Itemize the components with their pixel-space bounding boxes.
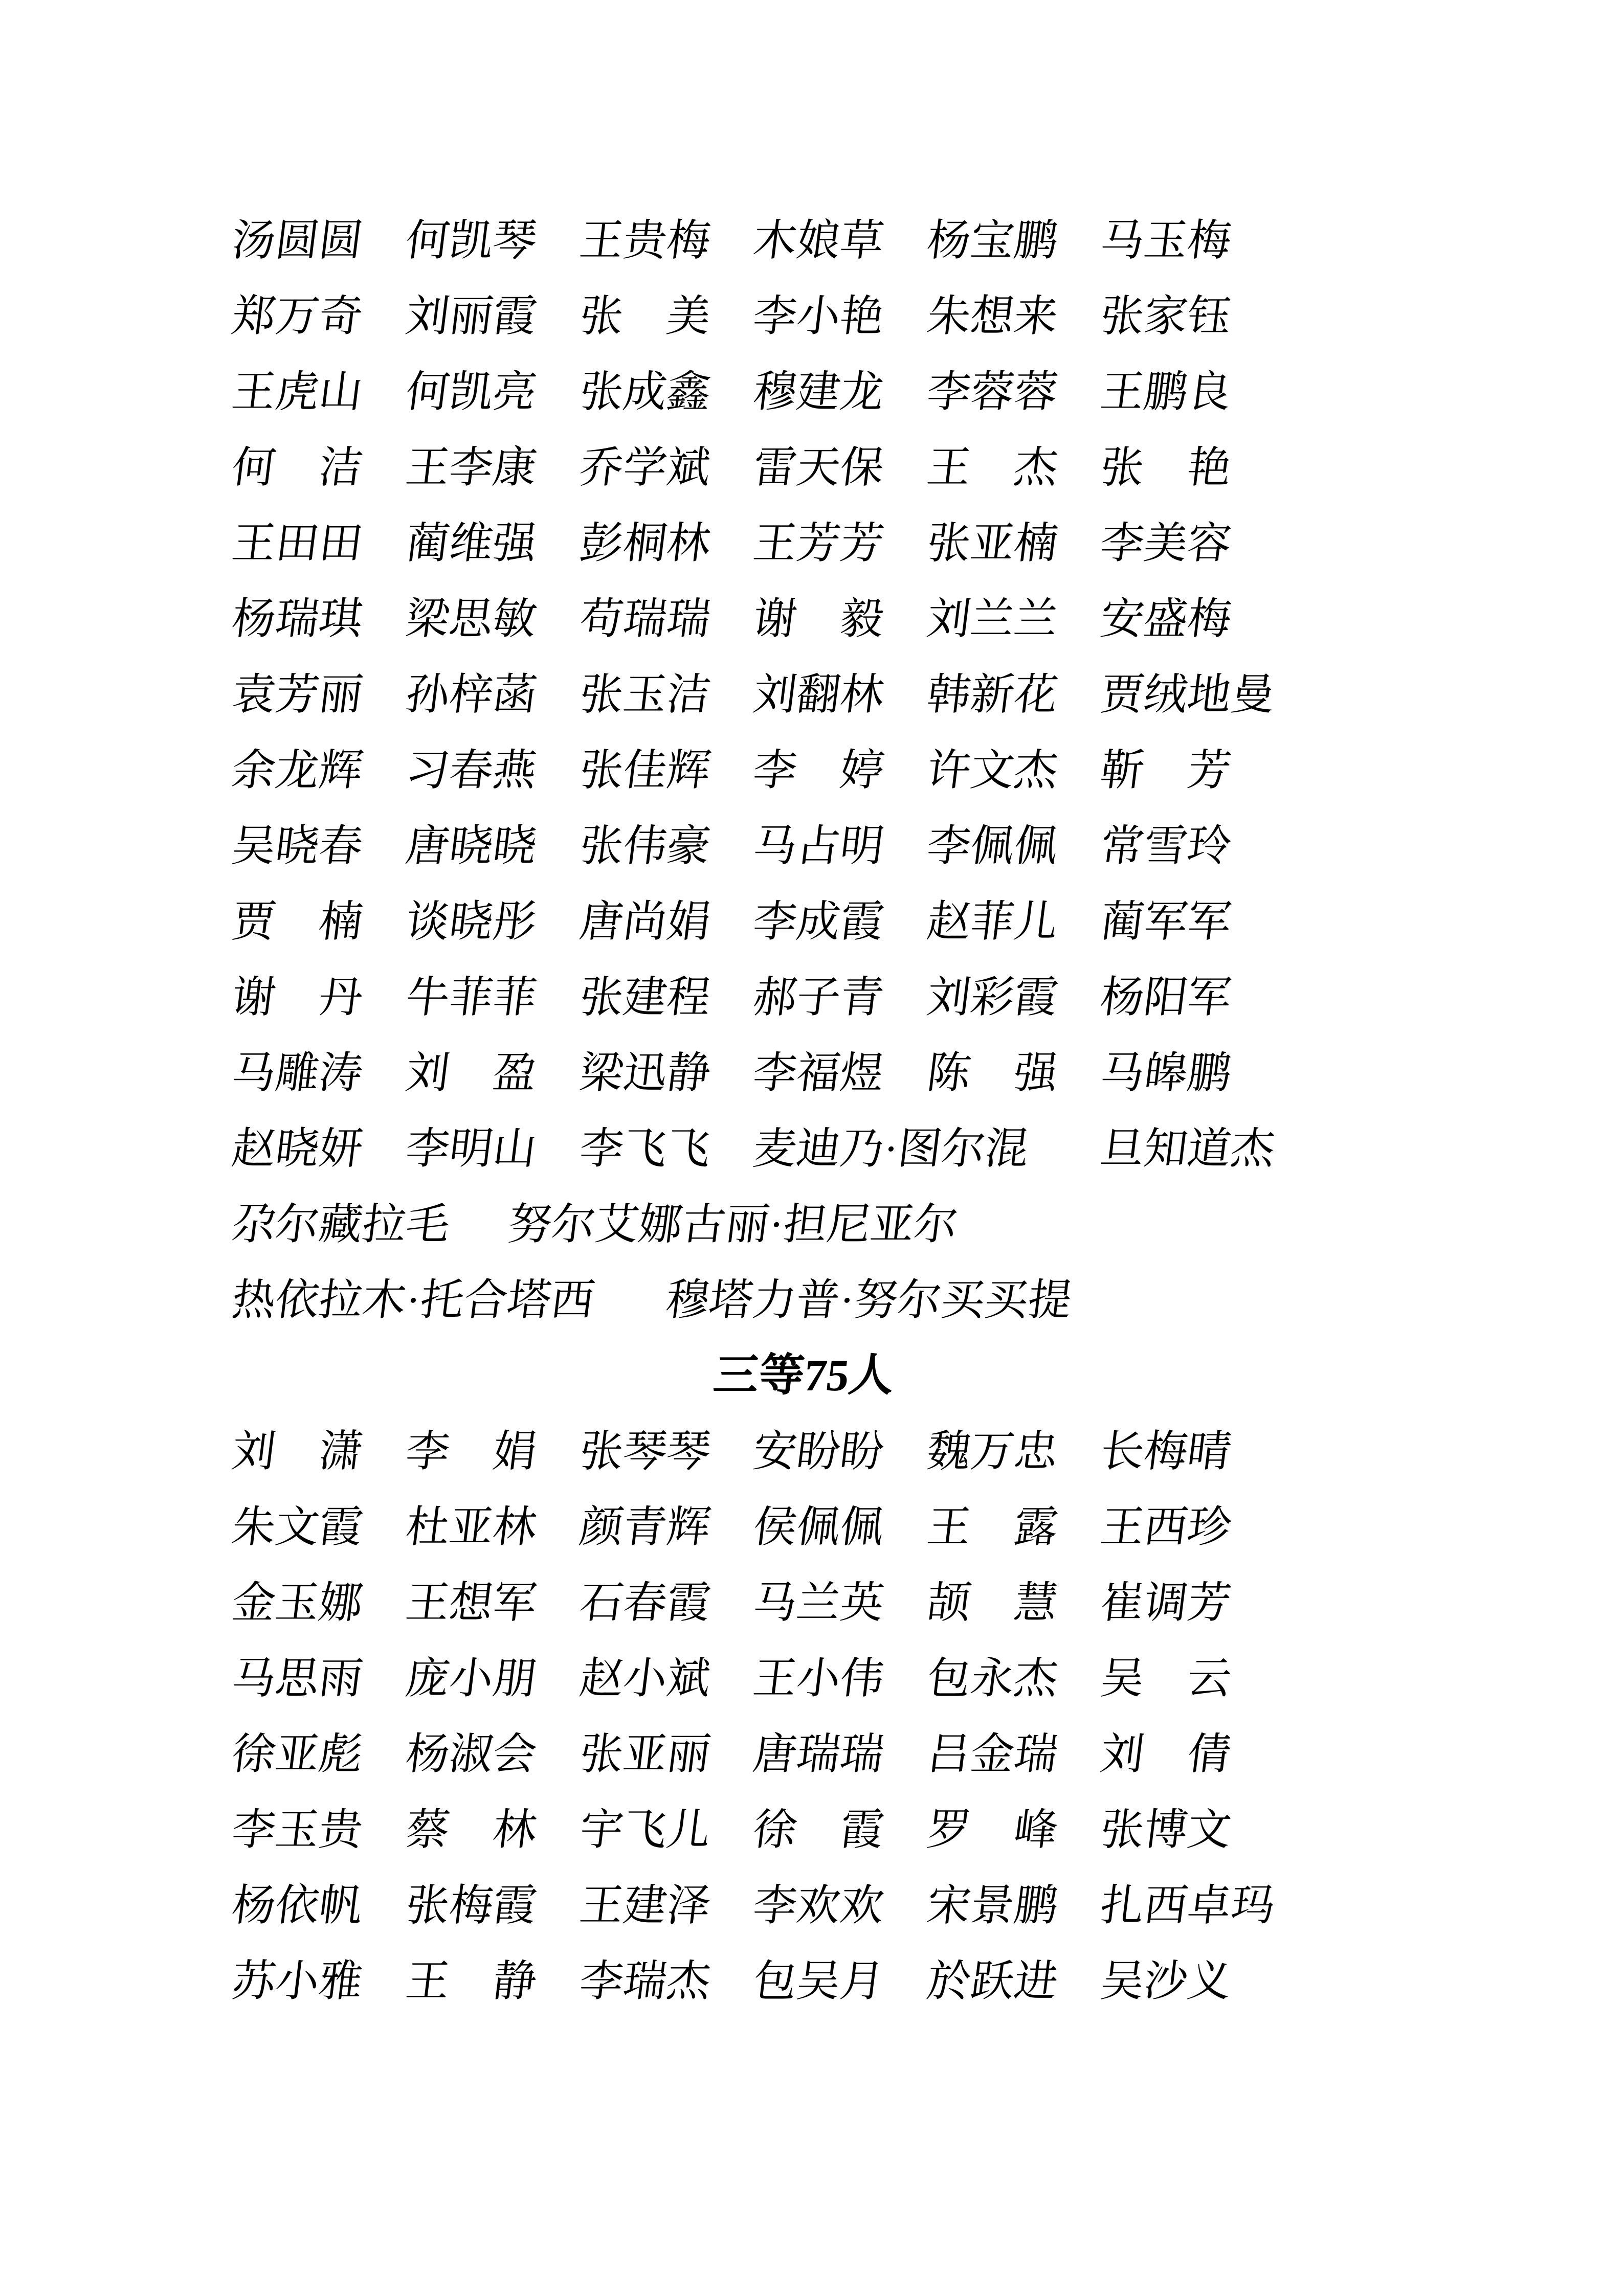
person-name: 李蓉蓉 — [924, 368, 1061, 416]
person-name: 何凯琴 — [403, 217, 540, 265]
person-name: 乔学斌 — [577, 444, 714, 492]
person-name: 王 露 — [924, 1503, 1061, 1551]
name-row — [231, 1565, 1375, 1641]
person-name: 朱想来 — [924, 292, 1061, 341]
name-row — [231, 203, 1375, 279]
person-name: 余龙辉 — [229, 747, 366, 795]
person-name: 张亚楠 — [924, 520, 1061, 568]
person-name: 徐 霞 — [750, 1806, 887, 1854]
name-grid-top — [231, 203, 1375, 1338]
person-name: 蔡 林 — [403, 1806, 540, 1854]
person-name: 张博文 — [1098, 1806, 1234, 1854]
person-name: 张 艳 — [1098, 444, 1234, 492]
person-name: 刘 倩 — [1098, 1730, 1234, 1779]
name-row — [231, 1414, 1375, 1490]
person-name: 靳 芳 — [1098, 747, 1234, 795]
person-name: 马玉梅 — [1098, 217, 1234, 265]
person-name: 袁芳丽 — [229, 671, 366, 719]
person-name: 孙梓菡 — [403, 671, 540, 719]
person-name: 金玉娜 — [229, 1579, 366, 1627]
person-name: 石春霞 — [577, 1579, 714, 1627]
person-name: 郝子青 — [750, 974, 887, 1022]
person-name: 吕金瑞 — [924, 1730, 1061, 1779]
person-name: 麦迪乃·图尔混 — [750, 1125, 1032, 1173]
person-name: 雷天保 — [750, 444, 887, 492]
person-name: 马思雨 — [229, 1655, 366, 1703]
name-row — [231, 884, 1375, 960]
person-name: 杜亚林 — [403, 1503, 540, 1551]
person-name: 尕尔藏拉毛 — [229, 1201, 453, 1249]
person-name: 韩新花 — [924, 671, 1061, 719]
name-row — [231, 1792, 1375, 1868]
name-row — [231, 657, 1375, 733]
person-name: 木娘草 — [750, 217, 887, 265]
person-name: 谢 毅 — [750, 595, 887, 643]
person-name: 张亚丽 — [577, 1730, 714, 1779]
person-name: 李 娟 — [403, 1428, 540, 1476]
person-name: 王田田 — [229, 520, 366, 568]
person-name: 李欢欢 — [750, 1882, 887, 1930]
name-row — [231, 1944, 1375, 2019]
person-name: 王 静 — [403, 1957, 540, 2006]
person-name: 旦知道杰 — [1098, 1125, 1278, 1173]
person-name: 李飞飞 — [577, 1125, 714, 1173]
person-name: 李玉贵 — [229, 1806, 366, 1854]
person-name: 吴沙义 — [1098, 1957, 1234, 2006]
person-name: 贾绒地曼 — [1098, 671, 1278, 719]
person-name: 徐亚彪 — [229, 1730, 366, 1779]
person-name: 杨瑞琪 — [229, 595, 366, 643]
person-name: 王 杰 — [924, 444, 1061, 492]
person-name: 王虎山 — [229, 368, 366, 416]
person-name: 刘彩霞 — [924, 974, 1061, 1022]
name-row — [231, 808, 1375, 884]
person-name: 张 美 — [577, 292, 714, 341]
person-name: 李佩佩 — [924, 822, 1061, 870]
person-name: 唐瑞瑞 — [750, 1730, 887, 1779]
person-name: 蔺军军 — [1098, 898, 1234, 946]
person-name: 何凯亮 — [403, 368, 540, 416]
name-row — [231, 1868, 1375, 1944]
person-name: 李福煜 — [750, 1049, 887, 1097]
person-name: 何 洁 — [229, 444, 366, 492]
person-name: 侯佩佩 — [750, 1503, 887, 1551]
person-name: 赵菲儿 — [924, 898, 1061, 946]
person-name: 汤圆圆 — [229, 217, 366, 265]
person-name: 陈 强 — [924, 1049, 1061, 1097]
person-name: 王李康 — [403, 444, 540, 492]
person-name: 宇飞儿 — [577, 1806, 714, 1854]
person-name: 刘丽霞 — [403, 292, 540, 341]
name-row — [231, 354, 1375, 430]
person-name: 许文杰 — [924, 747, 1061, 795]
person-name: 谢 丹 — [229, 974, 366, 1022]
person-name: 张成鑫 — [577, 368, 714, 416]
person-name: 赵小斌 — [577, 1655, 714, 1703]
person-name: 朱文霞 — [229, 1503, 366, 1551]
person-name: 马皞鹏 — [1098, 1049, 1234, 1097]
person-name: 庞小朋 — [403, 1655, 540, 1703]
person-name: 王想军 — [403, 1579, 540, 1627]
person-name: 宋景鹏 — [924, 1882, 1061, 1930]
person-name: 吴晓春 — [229, 822, 366, 870]
person-name: 张梅霞 — [403, 1882, 540, 1930]
person-name: 马占明 — [750, 822, 887, 870]
name-row — [231, 1641, 1375, 1717]
person-name: 杨阳军 — [1098, 974, 1234, 1022]
roster-content — [231, 203, 1375, 2019]
person-name: 牛菲菲 — [403, 974, 540, 1022]
person-name: 张家钰 — [1098, 292, 1234, 341]
person-name: 郑万奇 — [229, 292, 366, 341]
person-name: 杨依帆 — [229, 1882, 366, 1930]
person-name: 包永杰 — [924, 1655, 1061, 1703]
person-name: 张建程 — [577, 974, 714, 1022]
person-name: 杨淑会 — [403, 1730, 540, 1779]
person-name: 李美容 — [1098, 520, 1234, 568]
person-name: 马雕涛 — [229, 1049, 366, 1097]
person-name: 吴 云 — [1098, 1655, 1234, 1703]
person-name: 梁迅静 — [577, 1049, 714, 1097]
person-name: 热依拉木·托合塔西 — [229, 1276, 597, 1324]
person-name: 魏万忠 — [924, 1428, 1061, 1476]
person-name: 安盼盼 — [750, 1428, 887, 1476]
person-name: 穆建龙 — [750, 368, 887, 416]
name-row — [231, 733, 1375, 808]
name-row — [231, 506, 1375, 581]
person-name: 张玉洁 — [577, 671, 714, 719]
person-name: 穆塔力普·努尔买买提 — [663, 1276, 1075, 1324]
person-name: 梁思敏 — [403, 595, 540, 643]
person-name: 王贵梅 — [577, 217, 714, 265]
person-name: 扎西卓玛 — [1098, 1882, 1278, 1930]
person-name: 常雪玲 — [1098, 822, 1234, 870]
name-grid-bottom — [231, 1414, 1375, 2019]
person-name: 苟瑞瑞 — [577, 595, 714, 643]
person-name: 李成霞 — [750, 898, 887, 946]
person-name: 习春燕 — [403, 747, 540, 795]
person-name: 努尔艾娜古丽·担尼亚尔 — [505, 1201, 961, 1249]
person-name: 王小伟 — [750, 1655, 887, 1703]
name-row — [231, 1111, 1375, 1187]
person-name: 崔调芳 — [1098, 1579, 1234, 1627]
person-name: 李瑞杰 — [577, 1957, 714, 2006]
name-row — [231, 1263, 1375, 1338]
person-name: 杨宝鹏 — [924, 217, 1061, 265]
person-name: 於跃进 — [924, 1957, 1061, 2006]
person-name: 王芳芳 — [750, 520, 887, 568]
person-name: 颉 慧 — [924, 1579, 1061, 1627]
person-name: 王西珍 — [1098, 1503, 1234, 1551]
person-name: 刘兰兰 — [924, 595, 1061, 643]
person-name: 马兰英 — [750, 1579, 887, 1627]
name-row — [231, 581, 1375, 657]
person-name: 刘翻林 — [750, 671, 887, 719]
name-row — [231, 960, 1375, 1036]
person-name: 唐尚娟 — [577, 898, 714, 946]
section-heading-row — [231, 1338, 1375, 1414]
section-heading: 三等75人 — [710, 1351, 897, 1401]
person-name: 包吴月 — [750, 1957, 887, 2006]
person-name: 王鹏良 — [1098, 368, 1234, 416]
person-name: 张佳辉 — [577, 747, 714, 795]
person-name: 蔺维强 — [403, 520, 540, 568]
person-name: 刘 盈 — [403, 1049, 540, 1097]
person-name: 李 婷 — [750, 747, 887, 795]
person-name: 安盛梅 — [1098, 595, 1234, 643]
name-row — [231, 1036, 1375, 1111]
name-row — [231, 279, 1375, 354]
name-row — [231, 1717, 1375, 1792]
name-row — [231, 430, 1375, 506]
name-row — [231, 1187, 1375, 1263]
person-name: 刘 潇 — [229, 1428, 366, 1476]
person-name: 李小艳 — [750, 292, 887, 341]
person-name: 彭桐林 — [577, 520, 714, 568]
person-name: 苏小雅 — [229, 1957, 366, 2006]
person-name: 谈晓彤 — [403, 898, 540, 946]
person-name: 罗 峰 — [924, 1806, 1061, 1854]
person-name: 赵晓妍 — [229, 1125, 366, 1173]
person-name: 贾 楠 — [229, 898, 366, 946]
person-name: 王建泽 — [577, 1882, 714, 1930]
person-name: 张伟豪 — [577, 822, 714, 870]
person-name: 张琴琴 — [577, 1428, 714, 1476]
person-name: 长梅晴 — [1098, 1428, 1234, 1476]
person-name: 颜青辉 — [577, 1503, 714, 1551]
person-name: 唐晓晓 — [403, 822, 540, 870]
person-name: 李明山 — [403, 1125, 540, 1173]
name-row — [231, 1490, 1375, 1565]
